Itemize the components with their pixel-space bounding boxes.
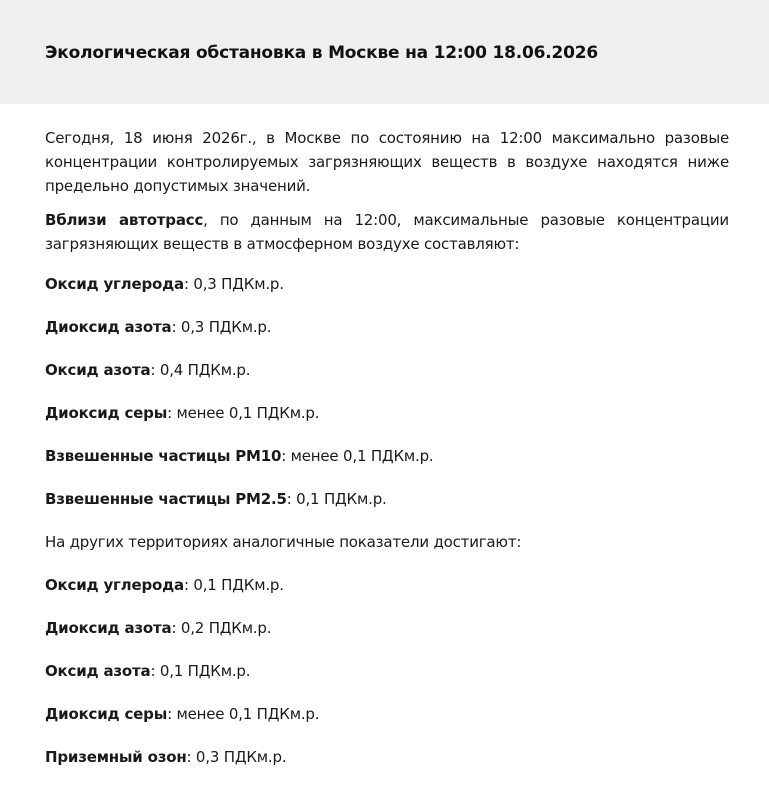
pollutant-name: Диоксид азота: [45, 318, 172, 336]
page-header: [0, 0, 769, 104]
pollutant-name: Оксид углерода: [45, 576, 184, 594]
pollutant-name: Взвешенные частицы РМ10: [45, 447, 282, 465]
roads-lead-bold: Вблизи автотрасс: [45, 211, 204, 229]
pollutant-value: : менее 0,1 ПДКм.р.: [167, 404, 320, 422]
pollutant-name: Взвешенные частицы РМ2.5: [45, 490, 287, 508]
pollutant-name: Оксид углерода: [45, 275, 184, 293]
pollutant-name: Оксид азота: [45, 662, 151, 680]
pollutant-value: : 0,4 ПДКм.р.: [150, 361, 251, 379]
pollutant-item: [45, 315, 729, 358]
other-pollutant-list: [45, 573, 729, 788]
pollutant-item: [45, 573, 729, 616]
pollutant-value: : 0,1 ПДКм.р.: [286, 490, 387, 508]
pollutant-value: : 0,3 ПДКм.р.: [186, 748, 287, 766]
intro-paragraph: Сегодня, 18 июня 2026г., в Москве по состоянию на 12:00 максимально разовые концентрации контролируемых загрязняющих веществ в воздухе находятся ниже предельно допустимых значений.: [45, 129, 729, 195]
pollutant-name: Приземный озон: [45, 748, 187, 766]
pollutant-item: [45, 272, 729, 315]
pollutant-item: [45, 616, 729, 659]
pollutant-name: Диоксид серы: [45, 404, 168, 422]
pollutant-item: [45, 358, 729, 401]
pollutant-value: : 0,1 ПДКм.р.: [150, 662, 251, 680]
article-body: [0, 104, 769, 788]
roads-lead-text: , по данным на 12:00, максимальные разовые концентрации загрязняющих веществ в атмосферном воздухе составляют:: [45, 211, 729, 253]
pollutant-value: : 0,3 ПДКм.р.: [171, 318, 272, 336]
pollutant-value: : менее 0,1 ПДКм.р.: [281, 447, 434, 465]
roads-lead-paragraph: [45, 208, 729, 256]
pollutant-item: [45, 702, 729, 745]
page-title: Экологическая обстановка в Москве на 12:00 18.06.2026: [45, 43, 599, 63]
other-territories-lead: На других территориях аналогичные показатели достигают:: [45, 533, 522, 551]
pollutant-value: : 0,3 ПДКм.р.: [183, 275, 284, 293]
pollutant-item: [45, 401, 729, 444]
pollutant-item: [45, 745, 729, 788]
pollutant-value: : 0,2 ПДКм.р.: [171, 619, 272, 637]
roads-pollutant-list: [45, 272, 729, 530]
pollutant-value: : 0,1 ПДКм.р.: [183, 576, 284, 594]
pollutant-value: : менее 0,1 ПДКм.р.: [167, 705, 320, 723]
pollutant-item: [45, 444, 729, 487]
pollutant-name: Диоксид азота: [45, 619, 172, 637]
pollutant-name: Диоксид серы: [45, 705, 168, 723]
pollutant-item: [45, 487, 729, 530]
pollutant-name: Оксид азота: [45, 361, 151, 379]
pollutant-item: [45, 659, 729, 702]
